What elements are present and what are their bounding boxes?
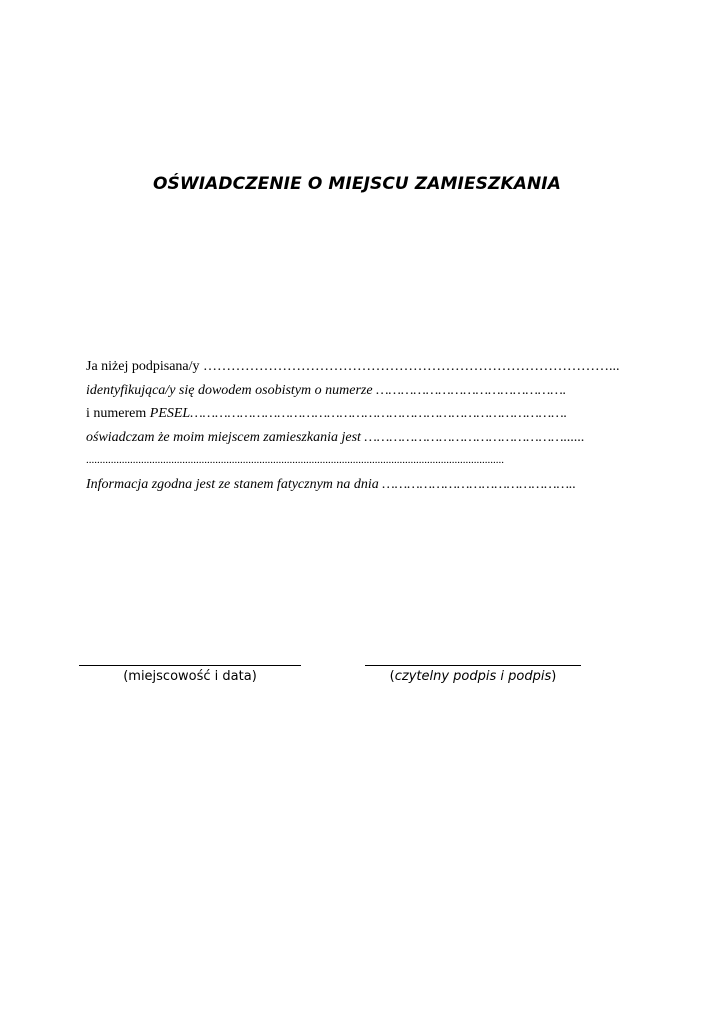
date-statement-fill-dots: ……………………………………….. (378, 476, 577, 492)
residence-continuation-dots: ........................................................................................................................................................ (86, 454, 504, 466)
name-label: Ja niżej podpisana/y (86, 359, 200, 374)
residence-fill-dots: …………………………………………...... (360, 429, 585, 445)
signature-caption-text: czytelny podpis i podpis (394, 669, 552, 684)
id-document-label: identyfikująca/y się dowodem osobistym o numerze (86, 382, 373, 398)
signature-caption-close: ) (551, 669, 557, 684)
signature-caption-open: ( (389, 669, 395, 684)
signature-caption (365, 669, 581, 685)
id-document-line (86, 379, 646, 403)
place-date-caption: (miejscowość i data) (123, 669, 257, 684)
pesel-prefix: i numerem (86, 406, 150, 421)
residence-line (86, 426, 646, 450)
signature-block (365, 665, 581, 685)
pesel-fill-dots: ………………………………………………………………………………. (190, 406, 568, 421)
place-date-signature-block (79, 665, 301, 685)
date-statement-label: Informacja zgodna jest ze stanem fatycznym na dnia (86, 476, 379, 492)
signature-rule (365, 665, 581, 666)
residence-continuation-line (86, 449, 646, 473)
id-document-fill-dots: ………………………………………. (372, 382, 567, 398)
pesel-line (86, 402, 646, 426)
name-fill-dots: ……………………………………………………………………………... (199, 359, 620, 374)
document-title: OŚWIADCZENIE O MIEJSCU ZAMIESZKANIA (153, 174, 561, 194)
date-statement-line (86, 473, 646, 497)
name-line (86, 355, 646, 379)
place-date-rule (79, 665, 301, 666)
residence-label: oświadczam że moim miejscem zamieszkania jest (86, 429, 361, 445)
declaration-form (86, 355, 646, 496)
pesel-label: PESEL (149, 406, 191, 421)
